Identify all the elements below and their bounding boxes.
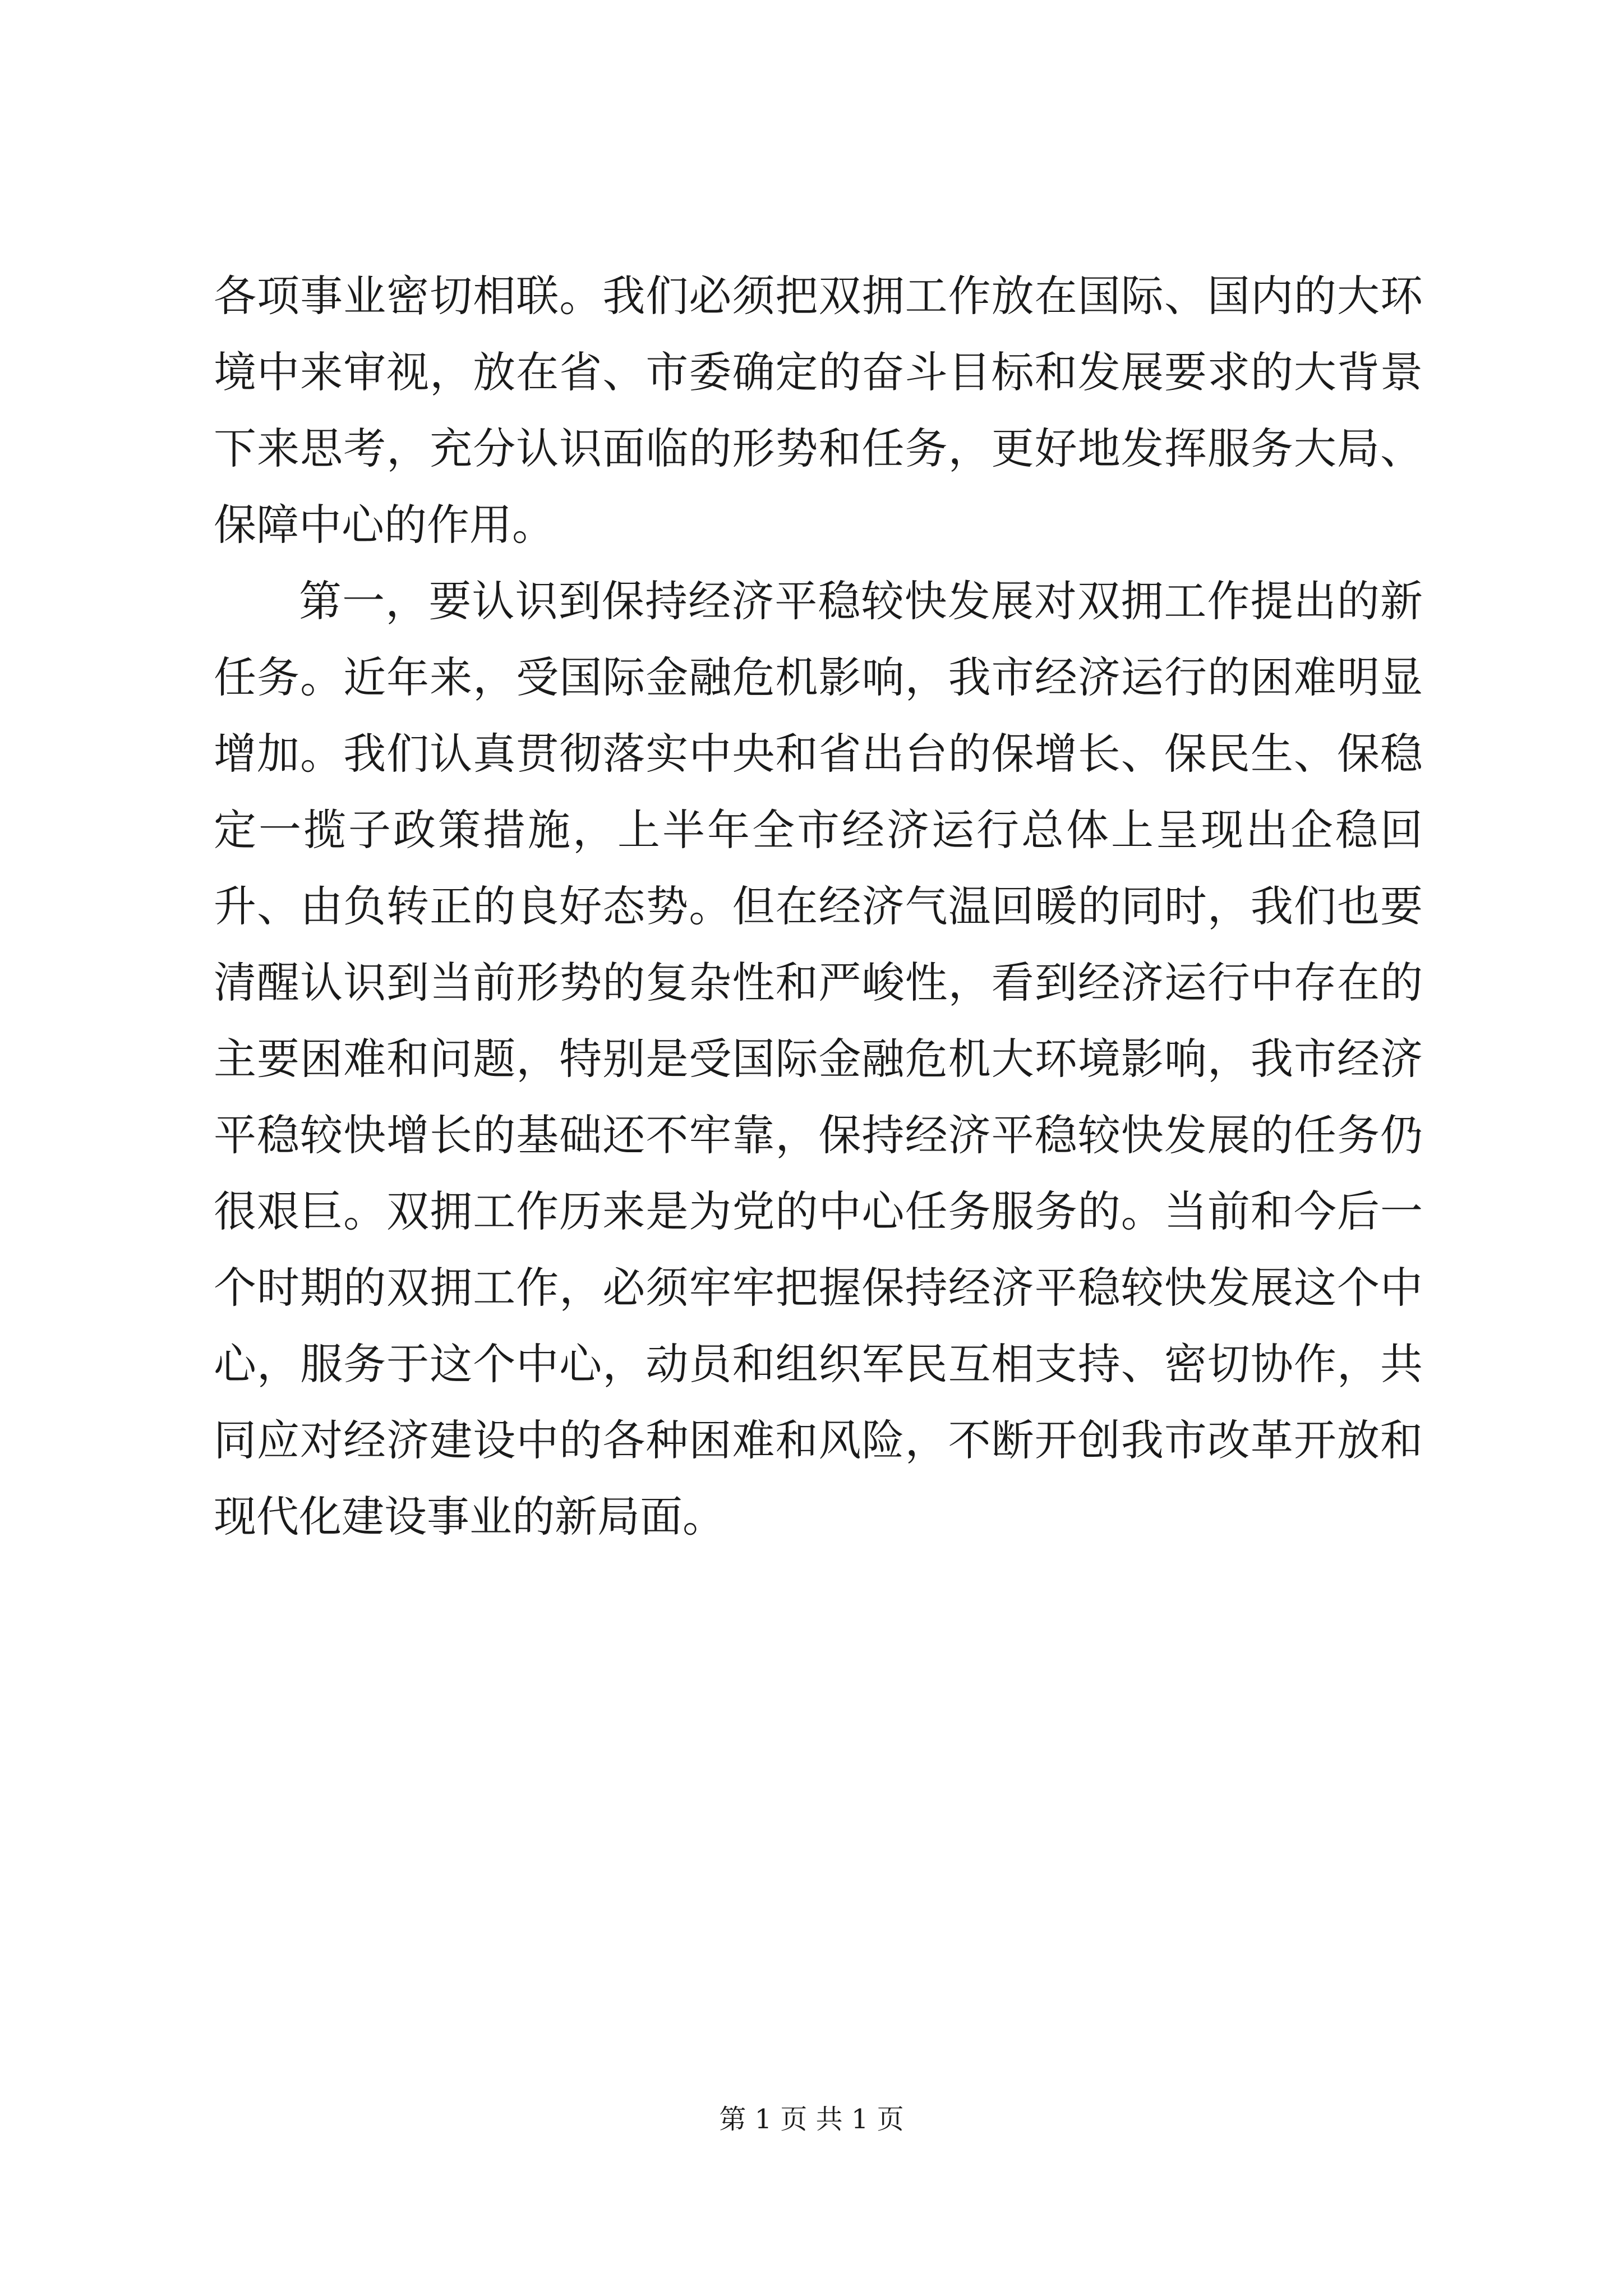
- paragraph-first-point: 第一，要认识到保持经济平稳较快发展对双拥工作提出的新任务。近年来，受国际金融危机影响，我市经济运行的困难明显增加。我们认真贯彻落实中央和省出台的保增长、保民生、保稳定一揽子政策措施，上半年全市经济运行总体上呈现出企稳回升、由负转正的良好态势。但在经济气温回暖的同时，我们也要清醒认识到当前形势的复杂性和严峻性，看到经济运行中存在的主要困难和问题，特别是受国际金融危机大环境影响，我市经济平稳较快增长的基础还不牢靠，保持经济平稳较快发展的任务仍很艰巨。双拥工作历来是为党的中心任务服务的。当前和今后一个时期的双拥工作，必须牢牢把握保持经济平稳较快发展这个中心，服务于这个中心，动员和组织军民互相支持、密切协作，共同应对经济建设中的各种困难和风险，不断开创我市改革开放和现代化建设事业的新局面。: [214, 576, 1423, 1542]
- page-number-footer: 第 1 页 共 1 页: [719, 2104, 904, 2135]
- paragraph-continuation: 各项事业密切相联。我们必须把双拥工作放在国际、国内的大环境中来审视，放在省、市委确定的奋斗目标和发展要求的大背景下来思考，充分认识面临的形势和任务，更好地发挥服务大局、保障中心的作用。: [214, 271, 1423, 550]
- body-text: [214, 258, 1423, 1555]
